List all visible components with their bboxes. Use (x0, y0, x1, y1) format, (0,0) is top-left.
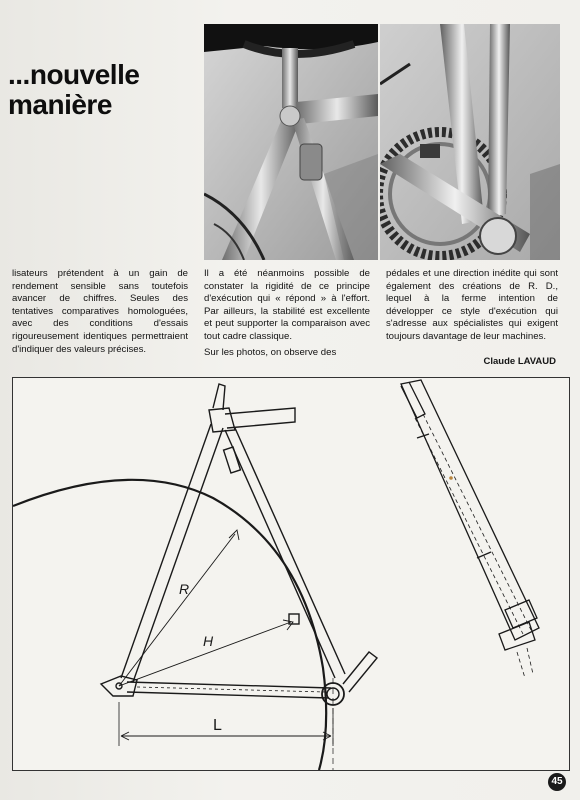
radius-arrow-h (283, 620, 293, 630)
article-column-2-paragraph-1: Il a été néanmoins possible de constater la rigidité de ce principe d'exécution qui « répond » à l'effort. Par ailleurs, la stabilité est excellente et peut supporter la comparaison avec tout cadre classique. (204, 268, 370, 342)
top-tube (225, 408, 295, 428)
fork-inner-dash-2 (423, 414, 531, 630)
article-column-1-text: lisateurs prétendent à un gain de rendement sensible sans toutefois avancer de chiffres. Seules des tentatives comparatives homologuées, avec des conditions d'essais rigoureusement identiques permettraient d'indiquer des valeurs précises. (12, 268, 188, 355)
label-l: L (213, 717, 222, 734)
photo-bottom-bracket (380, 24, 560, 260)
photo-seat-cluster-image (204, 24, 378, 260)
article-column-2 (204, 268, 370, 362)
page-number: 45 (548, 773, 566, 791)
chainstay-centerline (137, 687, 325, 692)
down-tube-stub (343, 652, 377, 692)
paper-spot (449, 476, 453, 480)
radius-line-h (119, 622, 291, 686)
fork-end-cap (499, 622, 535, 650)
fork-detail (401, 380, 539, 678)
fork-steerer-dash (517, 648, 533, 678)
seat-lug (209, 408, 235, 432)
label-h: H (203, 633, 214, 649)
frame-drawing-svg (13, 378, 569, 770)
headline-line-2: manière (8, 89, 112, 120)
fork-crown (401, 382, 425, 418)
brake-bridge (224, 447, 241, 473)
fork-mark-2 (477, 552, 491, 558)
chainstay-bottom (127, 692, 329, 698)
photo-seat-cluster (204, 24, 378, 260)
seat-post (213, 384, 225, 410)
chainstay-top (127, 682, 331, 688)
fork-blade-outline (401, 380, 539, 640)
article-column-3 (386, 268, 558, 347)
frame-technical-drawing (12, 377, 570, 771)
label-r: R (179, 581, 190, 597)
headline-line-1: ...nouvelle (8, 59, 140, 90)
fork-inner-dash-1 (415, 418, 523, 634)
author-byline: Claude LAVAUD (483, 356, 556, 367)
headline (8, 60, 198, 120)
article-column-3-text: pédales et une direction inédite qui sont également des créations de R. D., lequel à la ferme intention de développer ce style d'exécution qui s'adresse aux spécialistes qui exigent toujours davantage de leur machines. (386, 268, 558, 342)
article-column-2-paragraph-2: Sur les photos, on observe des (204, 346, 337, 358)
article-column-1 (12, 268, 188, 359)
wheel-arc (13, 480, 326, 770)
photo-bottom-bracket-image (380, 24, 560, 260)
seat-stay-left-outer (121, 424, 211, 678)
